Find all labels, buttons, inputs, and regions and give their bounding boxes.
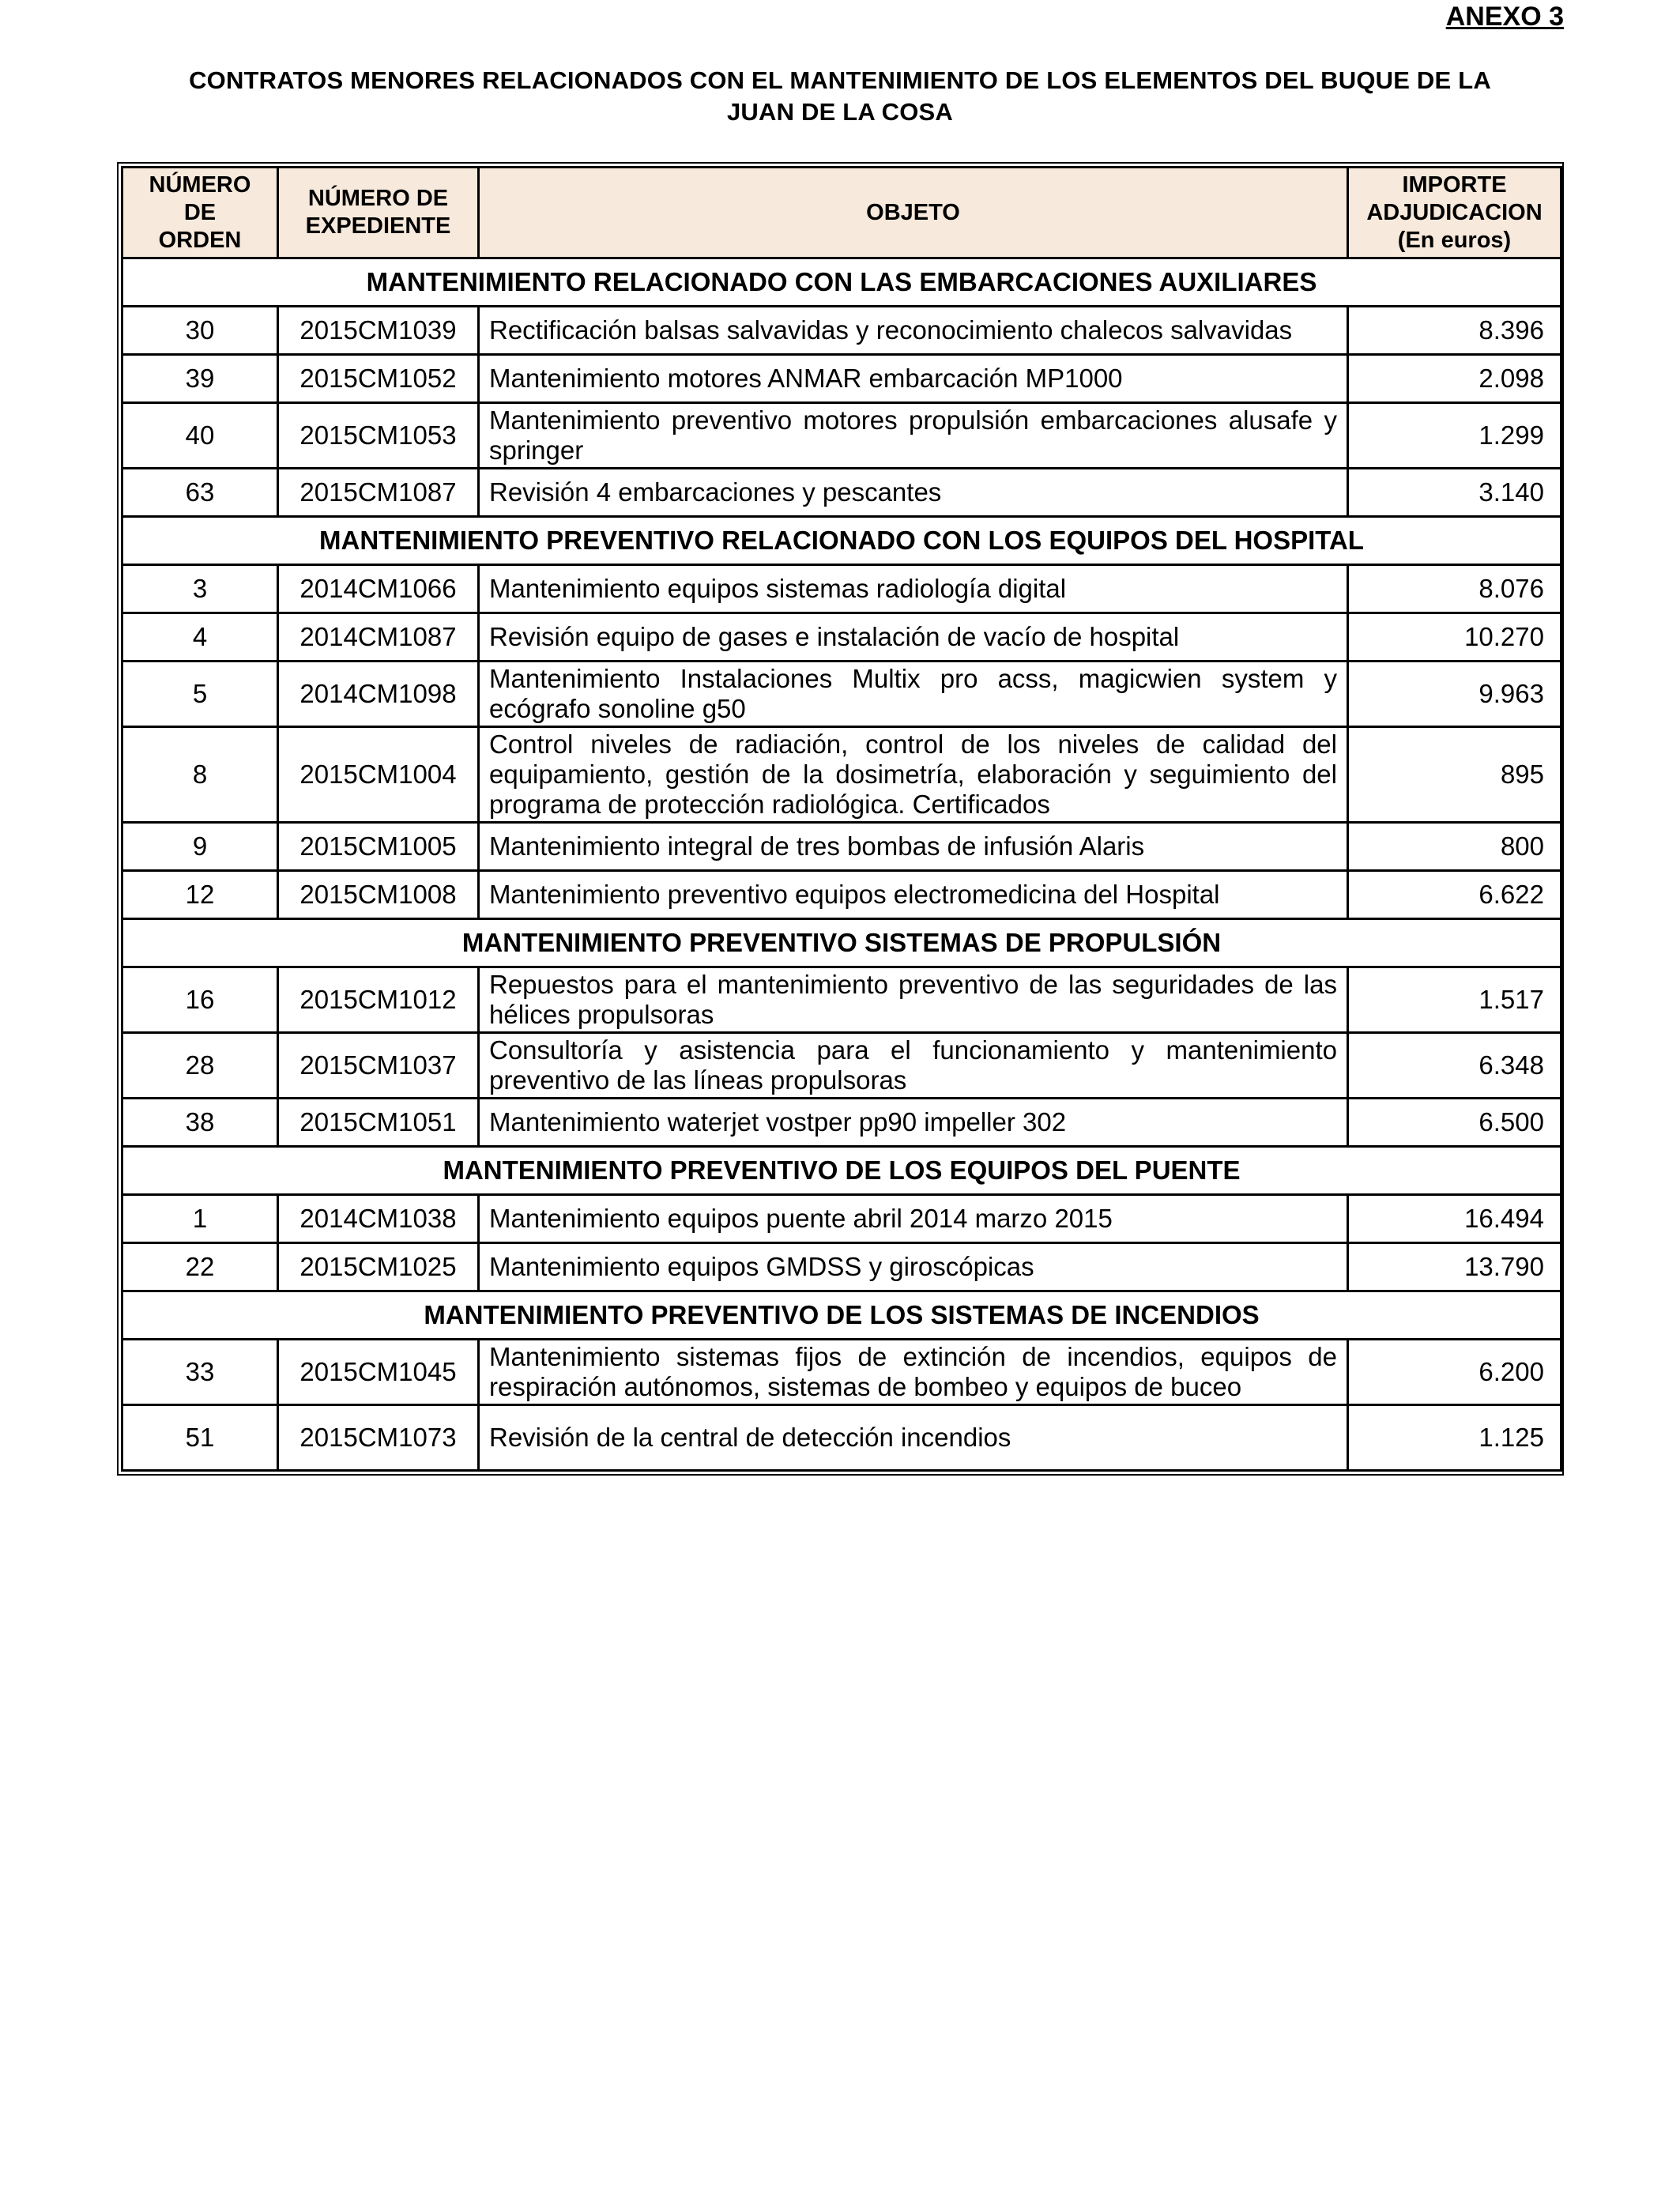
section-header-row	[122, 517, 1561, 565]
cell-objeto: Revisión 4 embarcaciones y pescantes	[479, 469, 1348, 517]
cell-expediente: 2015CM1087	[278, 469, 479, 517]
title-line-1: CONTRATOS MENORES RELACIONADOS CON EL MANTENIMIENTO DE LOS ELEMENTOS DEL BUQUE DE LA	[189, 66, 1491, 94]
cell-expediente: 2015CM1039	[278, 307, 479, 355]
cell-expediente: 2015CM1025	[278, 1243, 479, 1291]
cell-importe: 6.348	[1348, 1033, 1561, 1099]
cell-objeto: Consultoría y asistencia para el funcionamiento y mantenimiento preventivo de las líneas propulsoras	[479, 1033, 1348, 1099]
cell-orden: 33	[122, 1340, 278, 1405]
cell-orden: 39	[122, 355, 278, 403]
cell-importe: 16.494	[1348, 1195, 1561, 1243]
cell-expediente: 2014CM1087	[278, 613, 479, 662]
section-header-row	[122, 1147, 1561, 1195]
cell-orden: 16	[122, 967, 278, 1033]
section-title: MANTENIMIENTO PREVENTIVO RELACIONADO CON LOS EQUIPOS DEL HOSPITAL	[122, 517, 1561, 565]
table-row	[122, 662, 1561, 727]
cell-orden: 30	[122, 307, 278, 355]
cell-objeto: Repuestos para el mantenimiento preventivo de las seguridades de las hélices propulsoras	[479, 967, 1348, 1033]
table-header-row	[122, 168, 1561, 258]
cell-objeto: Mantenimiento equipos puente abril 2014 marzo 2015	[479, 1195, 1348, 1243]
cell-orden: 4	[122, 613, 278, 662]
table-row	[122, 1243, 1561, 1291]
cell-objeto: Mantenimiento integral de tres bombas de infusión Alaris	[479, 823, 1348, 871]
cell-importe: 6.200	[1348, 1340, 1561, 1405]
cell-objeto: Mantenimiento waterjet vostper pp90 impeller 302	[479, 1099, 1348, 1147]
table-row	[122, 565, 1561, 613]
cell-expediente: 2014CM1098	[278, 662, 479, 727]
cell-importe: 9.963	[1348, 662, 1561, 727]
cell-orden: 1	[122, 1195, 278, 1243]
cell-expediente: 2015CM1005	[278, 823, 479, 871]
cell-objeto: Control niveles de radiación, control de los niveles de calidad del equipamiento, gestión de la dosimetría, elaboración y seguimiento del programa de protección radiológica. Certificados	[479, 727, 1348, 823]
cell-expediente: 2015CM1053	[278, 403, 479, 469]
cell-objeto: Mantenimiento motores ANMAR embarcación MP1000	[479, 355, 1348, 403]
cell-orden: 51	[122, 1405, 278, 1471]
table-row	[122, 823, 1561, 871]
cell-orden: 38	[122, 1099, 278, 1147]
contracts-table-frame	[117, 162, 1564, 1476]
cell-expediente: 2015CM1004	[278, 727, 479, 823]
table-row	[122, 307, 1561, 355]
cell-importe: 1.125	[1348, 1405, 1561, 1471]
section-title: MANTENIMIENTO PREVENTIVO DE LOS SISTEMAS DE INCENDIOS	[122, 1291, 1561, 1340]
cell-importe: 13.790	[1348, 1243, 1561, 1291]
cell-importe: 2.098	[1348, 355, 1561, 403]
cell-expediente: 2015CM1052	[278, 355, 479, 403]
table-row	[122, 469, 1561, 517]
cell-objeto: Mantenimiento preventivo motores propulsión embarcaciones alusafe y springer	[479, 403, 1348, 469]
cell-orden: 28	[122, 1033, 278, 1099]
table-row	[122, 613, 1561, 662]
cell-objeto: Mantenimiento Instalaciones Multix pro acss, magicwien system y ecógrafo sonoline g50	[479, 662, 1348, 727]
cell-objeto: Revisión equipo de gases e instalación de vacío de hospital	[479, 613, 1348, 662]
section-title: MANTENIMIENTO RELACIONADO CON LAS EMBARCACIONES AUXILIARES	[122, 258, 1561, 307]
cell-expediente: 2015CM1051	[278, 1099, 479, 1147]
cell-orden: 9	[122, 823, 278, 871]
section-title: MANTENIMIENTO PREVENTIVO DE LOS EQUIPOS DEL PUENTE	[122, 1147, 1561, 1195]
cell-orden: 12	[122, 871, 278, 919]
header-objeto: OBJETO	[479, 168, 1348, 258]
cell-objeto: Mantenimiento preventivo equipos electromedicina del Hospital	[479, 871, 1348, 919]
table-row	[122, 1405, 1561, 1471]
cell-importe: 8.396	[1348, 307, 1561, 355]
cell-expediente: 2015CM1037	[278, 1033, 479, 1099]
table-row	[122, 1340, 1561, 1405]
cell-orden: 5	[122, 662, 278, 727]
cell-importe: 1.517	[1348, 967, 1561, 1033]
document-title	[119, 65, 1561, 128]
annex-label: ANEXO 3	[1445, 2, 1564, 32]
cell-expediente: 2015CM1045	[278, 1340, 479, 1405]
cell-objeto: Mantenimiento sistemas fijos de extinción de incendios, equipos de respiración autónomos, sistemas de bombeo y equipos de buceo	[479, 1340, 1348, 1405]
cell-objeto: Revisión de la central de detección incendios	[479, 1405, 1348, 1471]
section-header-row	[122, 1291, 1561, 1340]
cell-importe: 895	[1348, 727, 1561, 823]
cell-expediente: 2014CM1066	[278, 565, 479, 613]
section-header-row	[122, 258, 1561, 307]
cell-importe: 1.299	[1348, 403, 1561, 469]
header-expediente: NÚMERO DE EXPEDIENTE	[278, 168, 479, 258]
header-importe: IMPORTE ADJUDICACION (En euros)	[1348, 168, 1561, 258]
cell-orden: 63	[122, 469, 278, 517]
table-row	[122, 727, 1561, 823]
section-title: MANTENIMIENTO PREVENTIVO SISTEMAS DE PROPULSIÓN	[122, 919, 1561, 967]
cell-importe: 8.076	[1348, 565, 1561, 613]
table-body	[122, 258, 1561, 1471]
cell-orden: 8	[122, 727, 278, 823]
table-row	[122, 871, 1561, 919]
cell-importe: 3.140	[1348, 469, 1561, 517]
cell-importe: 6.500	[1348, 1099, 1561, 1147]
section-header-row	[122, 919, 1561, 967]
table-row	[122, 1099, 1561, 1147]
cell-orden: 3	[122, 565, 278, 613]
title-line-2: JUAN DE LA COSA	[726, 98, 954, 126]
cell-objeto: Mantenimiento equipos sistemas radiología digital	[479, 565, 1348, 613]
table-row	[122, 403, 1561, 469]
cell-expediente: 2014CM1038	[278, 1195, 479, 1243]
cell-orden: 22	[122, 1243, 278, 1291]
cell-importe: 10.270	[1348, 613, 1561, 662]
contracts-table	[121, 166, 1562, 1472]
table-row	[122, 355, 1561, 403]
cell-objeto: Mantenimiento equipos GMDSS y giroscópicas	[479, 1243, 1348, 1291]
cell-expediente: 2015CM1073	[278, 1405, 479, 1471]
table-row	[122, 1033, 1561, 1099]
cell-expediente: 2015CM1012	[278, 967, 479, 1033]
cell-importe: 6.622	[1348, 871, 1561, 919]
cell-orden: 40	[122, 403, 278, 469]
header-orden: NÚMERO DE ORDEN	[122, 168, 278, 258]
cell-objeto: Rectificación balsas salvavidas y reconocimiento chalecos salvavidas	[479, 307, 1348, 355]
table-row	[122, 967, 1561, 1033]
cell-importe: 800	[1348, 823, 1561, 871]
table-row	[122, 1195, 1561, 1243]
cell-expediente: 2015CM1008	[278, 871, 479, 919]
